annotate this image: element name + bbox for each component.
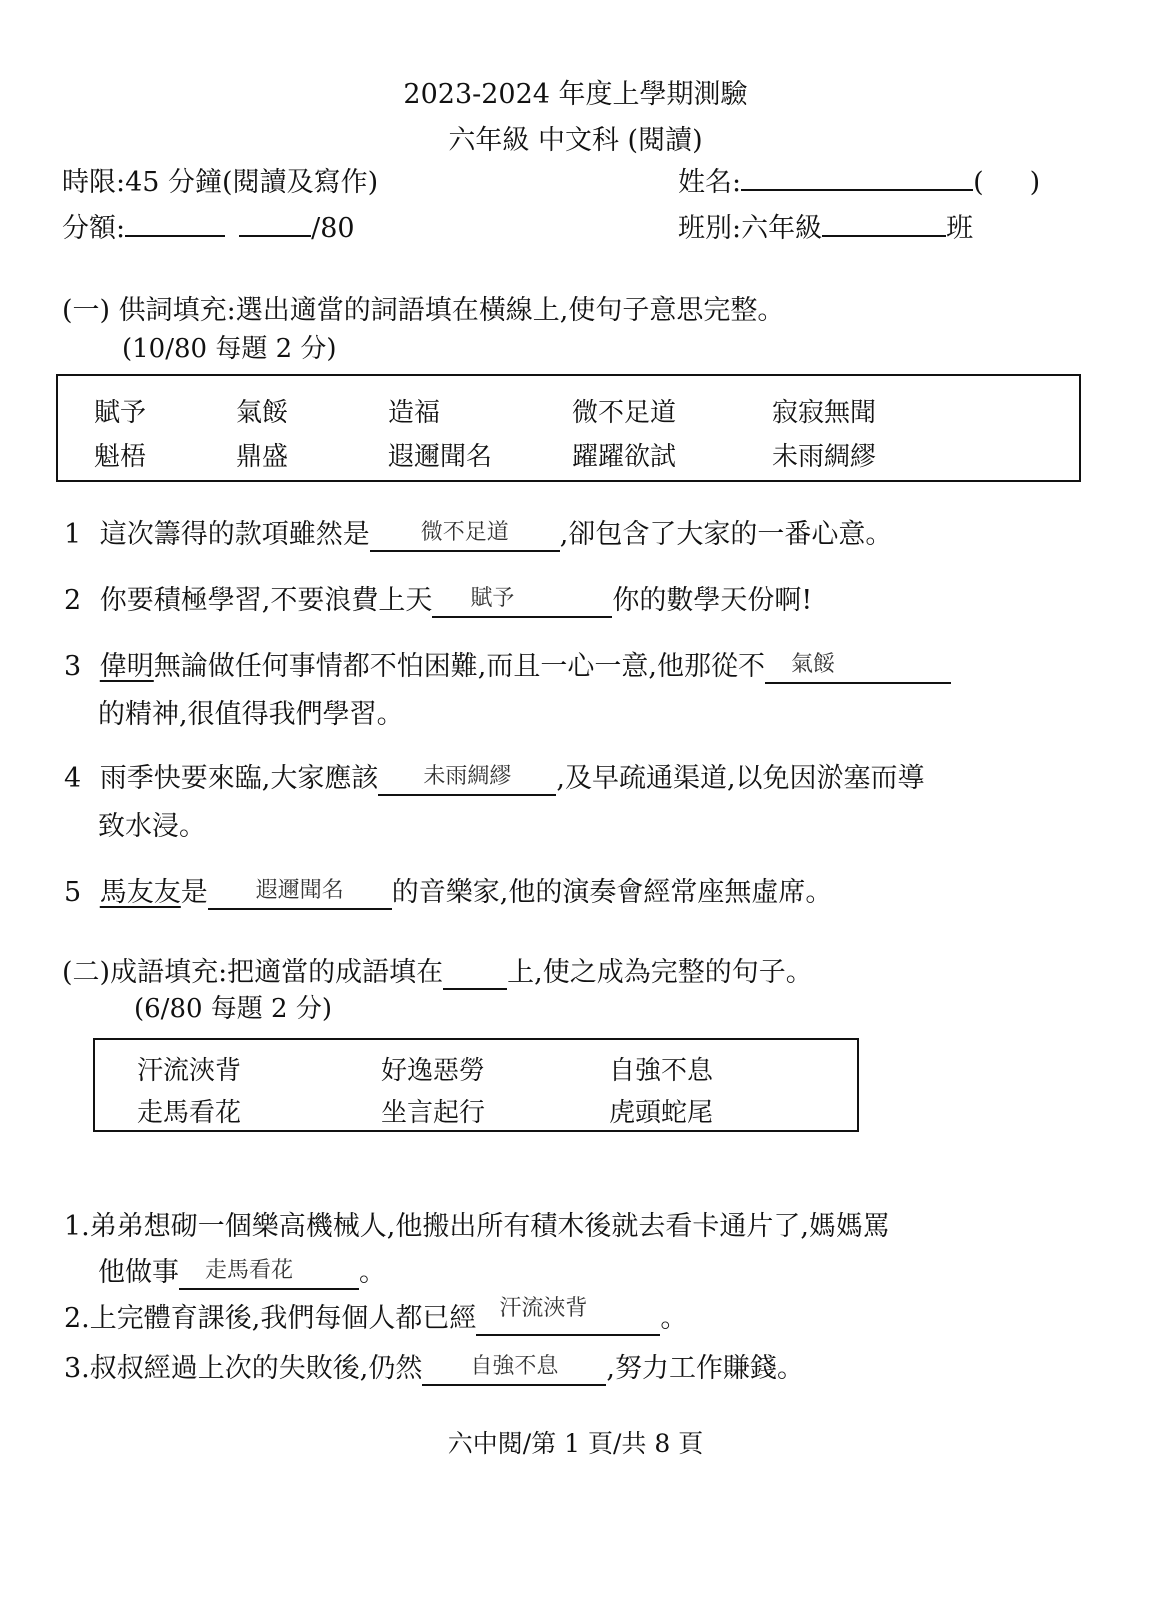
word-bank-item: 遐邇聞名 — [388, 442, 493, 472]
name-paren-close: ) — [1029, 167, 1041, 198]
s1-question-4-cont: 致水浸。 — [98, 811, 206, 842]
word-bank-item: 微不足道 — [572, 398, 677, 428]
section2-marks: (6/80 每題 2 分) — [134, 994, 333, 1024]
idiom-bank-item: 汗流浹背 — [137, 1056, 242, 1086]
idiom-bank-item: 好逸惡勞 — [381, 1056, 486, 1086]
s1-question-3: 3 偉明無論做任何事情都不怕困難,而且一心一意,他那從不 氣餒 — [64, 644, 951, 684]
section1-word-bank — [56, 374, 1081, 482]
name-paren-open: ( — [973, 167, 984, 198]
idiom-bank-item: 坐言起行 — [381, 1098, 486, 1128]
answer-text: 汗流浹背 — [499, 1296, 588, 1321]
answer-blank[interactable] — [179, 1257, 359, 1290]
class-label: 班別:六年級 — [678, 213, 823, 244]
answer-text: 遐邇聞名 — [255, 878, 344, 903]
answer-text: 未雨綢繆 — [423, 764, 512, 789]
score-label: 分額: — [62, 213, 126, 244]
class-suffix: 班 — [946, 213, 974, 244]
s1-question-2: 2 你要積極學習,不要浪費上天 賦予 你的數學天份啊! — [64, 578, 812, 618]
section1-heading: (一) 供詞填充:選出適當的詞語填在橫線上,使句子意思完整。 — [62, 295, 785, 326]
name-field — [678, 160, 1040, 199]
answer-text: 自強不息 — [470, 1354, 559, 1379]
time-limit: 時限:45 分鐘(閱讀及寫作) — [62, 167, 379, 198]
word-bank-item: 寂寂無聞 — [772, 398, 877, 428]
answer-blank[interactable] — [765, 651, 951, 684]
class-field — [678, 206, 973, 245]
answer-text: 微不足道 — [420, 520, 509, 545]
answer-blank[interactable] — [422, 1353, 606, 1386]
name-label: 姓名: — [678, 167, 742, 198]
idiom-bank-item: 虎頭蛇尾 — [609, 1098, 714, 1128]
answer-blank[interactable] — [370, 519, 560, 552]
section2-word-bank — [93, 1038, 859, 1132]
word-bank-item: 氣餒 — [236, 398, 289, 428]
answer-text: 走馬看花 — [204, 1258, 293, 1283]
word-bank-item: 魁梧 — [94, 442, 147, 472]
idiom-bank-item: 自強不息 — [609, 1056, 714, 1086]
idiom-bank-item: 走馬看花 — [137, 1098, 242, 1128]
word-bank-item: 未雨綢繆 — [772, 442, 877, 472]
s2-question-1-cont: 他做事 走馬看花 。 — [98, 1250, 386, 1290]
word-bank-item: 賦予 — [94, 398, 147, 428]
score-line-2 — [239, 209, 311, 237]
s1-question-4: 4 雨季快要來臨,大家應該 未雨綢繆 ,及早疏通渠道,以免因淤塞而導 — [64, 756, 925, 796]
word-bank-item: 躍躍欲試 — [572, 442, 677, 472]
class-line — [822, 209, 946, 237]
s1-question-1: 1 這次籌得的款項雖然是 微不足道 ,卻包含了大家的一番心意。 — [64, 512, 892, 552]
score-field — [62, 206, 355, 245]
answer-text: 氣餒 — [790, 652, 835, 677]
word-bank-item: 造福 — [388, 398, 441, 428]
section1-marks: (10/80 每題 2 分) — [122, 334, 337, 364]
s2-question-3: 3.叔叔經過上次的失敗後,仍然 自強不息 ,努力工作賺錢。 — [64, 1346, 804, 1386]
section2-heading: (二)成語填充:把適當的成語填在 上,使之成為完整的句子。 — [62, 957, 813, 988]
answer-blank[interactable] — [432, 585, 612, 618]
s1-question-3-cont: 的精神,很值得我們學習。 — [98, 699, 404, 730]
exam-subtitle: 六年級 中文科 (閱讀) — [448, 125, 703, 156]
answer-blank[interactable] — [476, 1296, 660, 1336]
answer-blank[interactable] — [208, 877, 392, 910]
heading-blank — [443, 957, 507, 990]
answer-blank[interactable] — [378, 763, 556, 796]
page-footer: 六中閱/第 1 頁/共 8 頁 — [447, 1429, 704, 1458]
person-name: 馬友友 — [99, 877, 181, 908]
answer-text: 賦予 — [470, 586, 515, 611]
s2-question-1: 1.弟弟想砌一個樂高機械人,他搬出所有積木後就去看卡通片了,媽媽罵 — [64, 1211, 890, 1242]
score-line-1 — [125, 209, 225, 237]
exam-title: 2023-2024 年度上學期測驗 — [403, 79, 748, 110]
name-line — [741, 163, 973, 191]
word-bank-item: 鼎盛 — [236, 442, 289, 472]
s1-question-5: 5 馬友友是 遐邇聞名 的音樂家,他的演奏會經常座無虛席。 — [64, 870, 832, 910]
score-total: /80 — [311, 213, 355, 244]
person-name: 偉明 — [99, 651, 154, 682]
s2-question-2: 2.上完體育課後,我們每個人都已經 汗流浹背 。 — [64, 1296, 687, 1336]
